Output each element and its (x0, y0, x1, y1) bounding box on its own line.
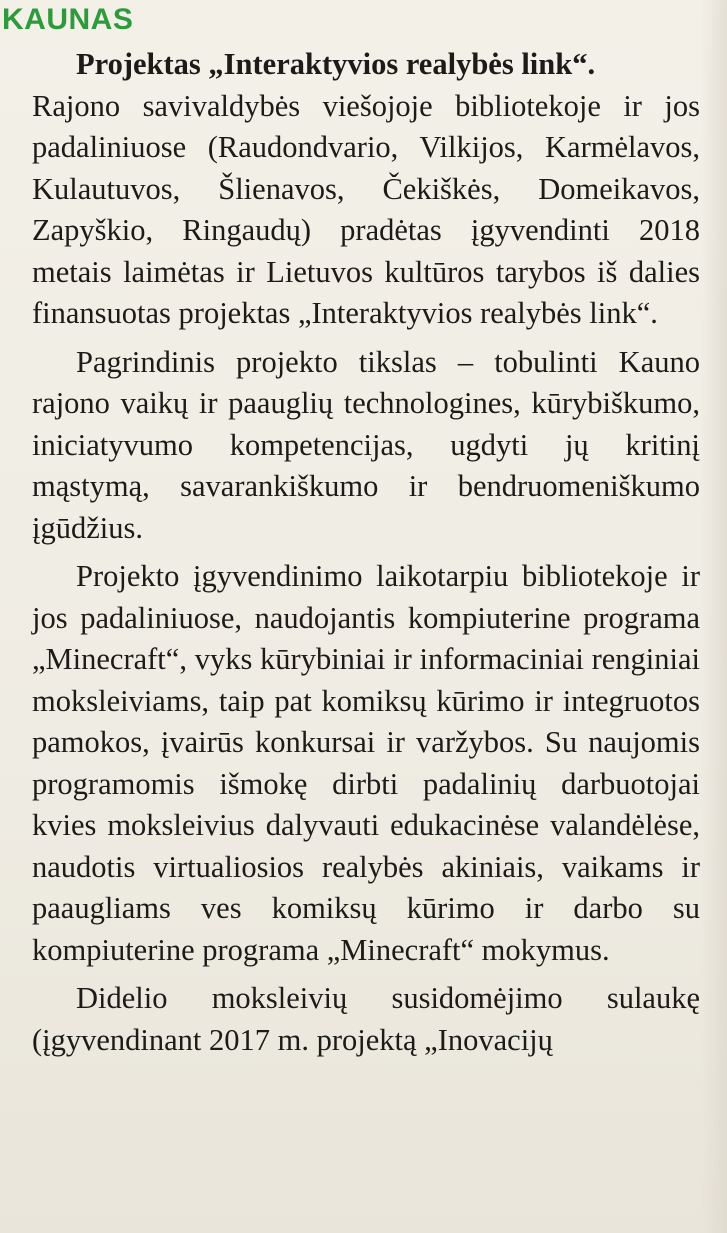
paragraph-2: Pagrindinis projekto tikslas – tobulinti Kauno rajono vaikų ir paauglių technologines, kūrybiškumo, iniciatyvumo kompetencijas, ugdyti jų kritinį mąstymą, savarankiškumo ir bendruomeniškumo įgūdžius. (32, 344, 700, 545)
paragraph-1 (32, 44, 700, 335)
page-edge-shadow (701, 0, 727, 1233)
article-body (32, 44, 700, 1061)
paragraph-3: Projekto įgyvendinimo laikotarpiu bibliotekoje ir jos padaliniuose, naudojantis kompiuterine programa „Minecraft“, vyks kūrybiniai ir informaciniai renginiai moksleiviams, taip pat komiksų kūrimo ir integruotos pamokos, įvairūs konkursai ir varžybos. Su naujomis programomis išmokę dirbti padalinių darbuotojai kvies moksleivius dalyvauti edukacinėse valandėlėse, naudotis virtualiosios realybės akiniais, vaikams ir paaugliams ves komiksų kūrimo ir darbo su kompiuterine programa „Minecraft“ mokymus. (32, 559, 700, 967)
article-heading: Projektas „Interaktyvios realybės link“. (76, 47, 596, 81)
section-label: KAUNAS (2, 3, 134, 36)
paragraph-1-text: Rajono savivaldybės viešojoje bibliotekoje ir jos padaliniuose (Raudondvario, Vilkijos, Karmėlavos, Kulautuvos, Šlienavos, Čekiškės, Domeikavos, Zapyškio, Ringaudų) pradėtas įgyvendinti 2018 metais laimėtas ir Lietuvos kultūros tarybos iš dalies finansuotas projektas „Interaktyvios realybės link“. (32, 88, 700, 330)
paragraph-4: Didelio moksleivių susidomėjimo sulaukę (įgyvendinant 2017 m. projektą „Inovacijų (32, 981, 700, 1057)
